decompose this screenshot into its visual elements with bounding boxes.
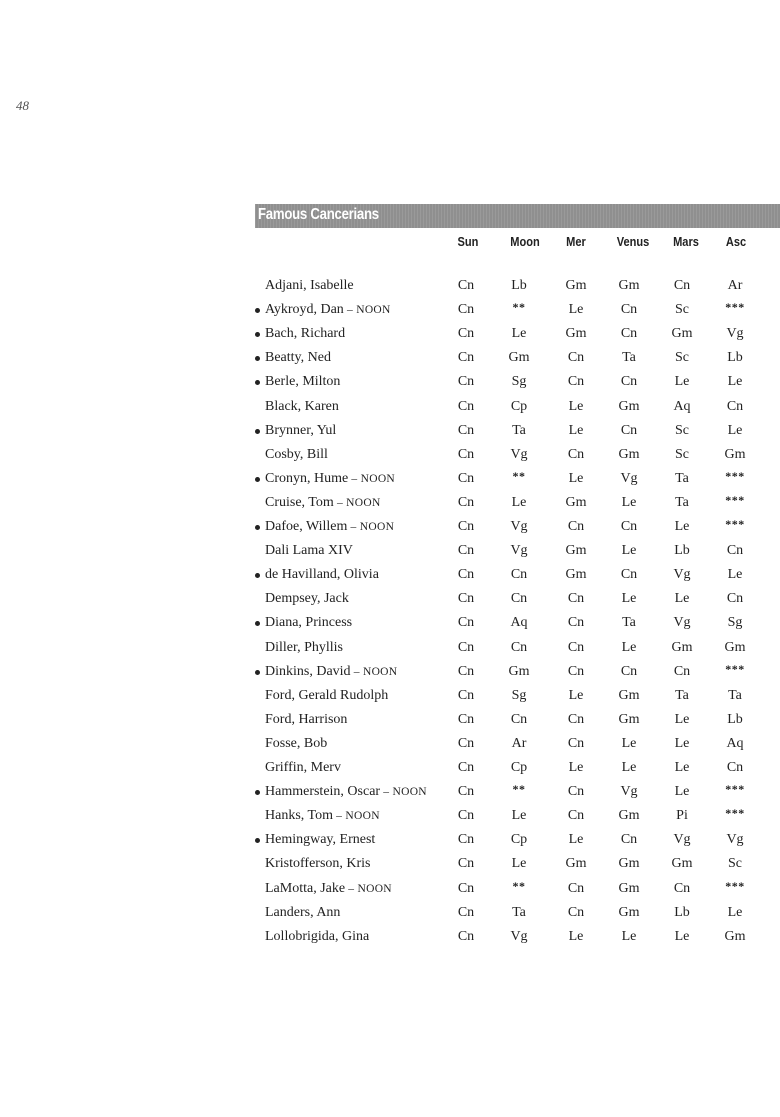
cell-moon: ** [512, 782, 526, 797]
table-row [0, 734, 780, 756]
cell-venus: Le [621, 494, 637, 510]
table-title: Famous Cancerians [258, 206, 379, 223]
cell-mer: Gm [565, 543, 587, 559]
cell-moon: Le [511, 494, 527, 510]
cell-mars: Gm [671, 326, 693, 342]
column-header-mars: Mars [673, 234, 699, 249]
table-row [0, 662, 780, 684]
row-name [265, 881, 392, 897]
cell-moon: Le [511, 326, 527, 342]
table-row [0, 589, 780, 611]
cell-sun: Cn [457, 302, 475, 318]
cell-venus: Le [621, 735, 637, 751]
cell-sun: Cn [457, 904, 475, 920]
cell-asc: Cn [726, 591, 744, 607]
row-name [265, 615, 352, 631]
cell-moon: Lb [511, 278, 527, 293]
cell-asc: Cn [726, 543, 744, 559]
cell-venus: Le [621, 760, 637, 775]
row-name [265, 567, 379, 583]
cell-sun: Cn [457, 639, 475, 655]
cell-moon: Sg [511, 687, 527, 703]
cell-venus: Ta [622, 350, 636, 366]
cell-venus: Cn [620, 422, 638, 438]
bullet-icon [255, 838, 260, 843]
bullet-icon [255, 670, 260, 675]
cell-mer: Cn [567, 880, 585, 896]
noon-note: – NOON [350, 665, 398, 678]
column-header-moon: Moon [510, 234, 540, 249]
cell-mer: Cn [567, 374, 585, 390]
column-header-mer: Mer [566, 234, 586, 249]
cell-sun: Cn [457, 735, 475, 751]
cell-mars: Vg [673, 567, 691, 583]
cell-sun: Cn [457, 446, 475, 462]
row-name [265, 591, 349, 607]
cell-moon: Sg [511, 374, 527, 390]
cell-sun: Cn [457, 808, 475, 824]
cell-moon: Cn [510, 567, 528, 583]
table-row [0, 517, 780, 539]
cell-sun: Cn [457, 422, 475, 438]
cell-asc: Gm [724, 928, 746, 944]
noon-note: – NOON [343, 304, 391, 317]
row-name [265, 423, 336, 439]
cell-asc: Vg [726, 832, 744, 848]
cell-mer: Le [568, 687, 584, 703]
cell-mer: Le [568, 832, 584, 848]
person-name: Cruise, Tom [265, 494, 334, 510]
cell-venus: Le [621, 591, 637, 607]
cell-venus: Gm [618, 278, 640, 293]
table-row [0, 348, 780, 370]
table-row [0, 276, 780, 298]
person-name: Black, Karen [265, 398, 339, 414]
cell-mer: Le [568, 422, 584, 438]
cell-sun: Cn [457, 880, 475, 896]
cell-mer: Cn [567, 350, 585, 366]
table-row [0, 445, 780, 467]
table-row [0, 927, 780, 949]
row-name [265, 519, 394, 535]
table-row [0, 830, 780, 852]
cell-sun: Cn [457, 567, 475, 583]
bullet-icon [255, 790, 260, 795]
cell-moon: Vg [510, 446, 528, 462]
cell-sun: Cn [457, 760, 475, 775]
bullet-icon [255, 525, 260, 530]
cell-venus: Cn [620, 663, 638, 679]
row-name [265, 712, 347, 728]
cell-asc: Gm [724, 446, 746, 462]
table-row [0, 879, 780, 901]
row-name [265, 447, 328, 463]
row-name [265, 664, 397, 680]
person-name: Aykroyd, Dan [265, 302, 344, 318]
cell-asc: Sg [727, 615, 743, 631]
cell-asc: Cn [726, 760, 744, 775]
column-header-row [0, 234, 780, 254]
cell-mars: Le [674, 760, 690, 775]
cell-moon: Gm [508, 350, 530, 366]
cell-moon: Vg [510, 519, 528, 534]
person-name: Adjani, Isabelle [265, 278, 354, 293]
cell-venus: Ta [622, 615, 636, 631]
cell-moon: Cp [510, 398, 528, 414]
table-row [0, 300, 780, 322]
cell-asc: Lb [727, 711, 743, 727]
cell-moon: Vg [510, 928, 528, 944]
cell-mars: Sc [675, 350, 689, 366]
cell-sun: Cn [457, 832, 475, 848]
row-name [265, 543, 353, 559]
cell-asc: *** [725, 300, 745, 315]
cell-moon: Cp [510, 760, 528, 775]
table-row [0, 613, 780, 635]
person-name: Hanks, Tom [265, 808, 333, 824]
cell-sun: Cn [457, 470, 475, 486]
cell-moon: Ar [511, 735, 527, 751]
cell-sun: Cn [457, 278, 475, 293]
row-name [265, 760, 341, 776]
bullet-icon [255, 429, 260, 434]
table-row [0, 493, 780, 515]
cell-sun: Cn [457, 591, 475, 607]
table-row [0, 324, 780, 346]
cell-venus: Gm [618, 446, 640, 462]
cell-venus: Le [621, 543, 637, 559]
row-name [265, 302, 391, 318]
cell-asc: Ta [728, 687, 742, 703]
noon-note: – NOON [332, 810, 380, 823]
person-name: Diller, Phyllis [265, 639, 343, 655]
noon-note: – NOON [348, 472, 396, 485]
row-name [265, 905, 340, 921]
cell-moon: Le [511, 808, 527, 824]
cell-asc: Le [727, 374, 743, 390]
column-header-asc: Asc [725, 234, 747, 249]
noon-note: – NOON [347, 521, 395, 533]
noon-note: – NOON [380, 786, 427, 799]
table-title-bar [255, 204, 780, 228]
cell-asc: *** [725, 661, 745, 676]
cell-mars: Le [674, 519, 690, 534]
person-name: Fosse, Bob [265, 735, 328, 751]
row-name [265, 856, 371, 872]
cell-venus: Cn [620, 832, 638, 848]
cell-mars: Sc [675, 422, 689, 438]
table-row [0, 903, 780, 925]
cell-mer: Le [568, 760, 584, 775]
cell-sun: Cn [457, 711, 475, 727]
person-name: Brynner, Yul [265, 422, 337, 438]
bullet-icon [255, 332, 260, 337]
person-name: de Havilland, Olivia [265, 567, 379, 583]
table-row [0, 710, 780, 732]
table-row [0, 854, 780, 876]
person-name: Dempsey, Jack [265, 591, 349, 607]
cell-mars: Cn [673, 663, 691, 679]
person-name: Hammerstein, Oscar [265, 784, 381, 800]
person-name: Cosby, Bill [265, 446, 328, 462]
cell-venus: Gm [618, 856, 640, 872]
row-name [265, 640, 343, 656]
cell-sun: Cn [457, 615, 475, 631]
cell-venus: Cn [620, 302, 638, 318]
cell-mer: Gm [565, 856, 587, 872]
cell-mars: Ta [675, 494, 689, 510]
cell-venus: Gm [618, 398, 640, 414]
cell-moon: Aq [510, 615, 528, 631]
cell-sun: Cn [457, 398, 475, 414]
row-name [265, 471, 395, 487]
cell-asc: Gm [724, 639, 746, 655]
cell-mer: Cn [567, 735, 585, 751]
cell-mer: Cn [567, 808, 585, 824]
cell-sun: Cn [457, 494, 475, 510]
cell-sun: Cn [457, 687, 475, 703]
table-row [0, 541, 780, 563]
person-name: Dali Lama XIV [265, 543, 353, 559]
cell-sun: Cn [457, 784, 475, 800]
table-row [0, 806, 780, 828]
cell-moon: Cn [510, 639, 528, 655]
cell-venus: Le [621, 928, 637, 944]
noon-note: – NOON [333, 496, 381, 509]
table-row [0, 421, 780, 443]
cell-moon: Cn [510, 591, 528, 607]
cell-sun: Cn [457, 374, 475, 390]
table-row [0, 782, 780, 804]
cell-moon: Ta [512, 422, 526, 438]
cell-venus: Cn [620, 567, 638, 583]
noon-note: – NOON [345, 882, 392, 895]
person-name: Landers, Ann [265, 904, 341, 920]
cell-mars: Cn [673, 880, 691, 896]
cell-moon: Cp [510, 832, 528, 848]
bullet-icon [255, 380, 260, 385]
row-name [265, 399, 339, 415]
cell-mer: Cn [567, 904, 585, 920]
cell-mars: Pi [676, 808, 688, 824]
person-name: LaMotta, Jake [265, 880, 346, 896]
cell-mars: Sc [675, 302, 689, 318]
person-name: Kristofferson, Kris [265, 856, 371, 872]
cell-asc: Sc [728, 856, 742, 872]
person-name: Cronyn, Hume [265, 470, 349, 486]
cell-venus: Gm [618, 711, 640, 727]
row-name [265, 278, 354, 294]
cell-mer: Gm [565, 278, 587, 293]
cell-moon: Le [511, 856, 527, 872]
person-name: Lollobrigida, Gina [265, 928, 370, 944]
bullet-icon [255, 308, 260, 313]
bullet-icon [255, 477, 260, 482]
cell-mars: Vg [673, 832, 691, 848]
cell-sun: Cn [457, 928, 475, 944]
person-name: Dinkins, David [265, 663, 351, 679]
table-row [0, 372, 780, 394]
table-row [0, 565, 780, 587]
cell-venus: Cn [620, 519, 638, 534]
cell-sun: Cn [457, 326, 475, 342]
cell-venus: Gm [618, 687, 640, 703]
cell-mer: Gm [565, 567, 587, 583]
cell-mer: Cn [567, 784, 585, 800]
cell-moon: Gm [508, 663, 530, 679]
cell-asc: Ar [727, 278, 743, 293]
cell-mars: Gm [671, 856, 693, 872]
bullet-icon [255, 621, 260, 626]
row-name [265, 495, 381, 511]
cell-moon: Ta [512, 904, 526, 920]
cell-mars: Le [674, 735, 690, 751]
person-name: Dafoe, Willem [265, 519, 348, 534]
cell-venus: Gm [618, 808, 640, 824]
person-name: Ford, Gerald Rudolph [265, 687, 389, 703]
cell-asc: Lb [727, 350, 743, 366]
cell-mer: Cn [567, 711, 585, 727]
cell-mer: Cn [567, 615, 585, 631]
cell-mars: Aq [673, 398, 691, 414]
row-name [265, 326, 345, 342]
cell-venus: Cn [620, 374, 638, 390]
cell-asc: *** [725, 782, 745, 797]
row-name [265, 350, 331, 366]
cell-mer: Cn [567, 446, 585, 462]
row-name [265, 736, 327, 752]
cell-mars: Lb [674, 543, 690, 559]
cell-mars: Le [674, 711, 690, 727]
column-header-sun: Sun [457, 234, 479, 249]
cell-asc: Aq [726, 735, 744, 751]
person-name: Beatty, Ned [265, 350, 331, 366]
cell-sun: Cn [457, 856, 475, 872]
cell-mars: Sc [675, 446, 689, 462]
cell-moon: ** [512, 300, 526, 315]
cell-venus: Cn [620, 326, 638, 342]
person-name: Diana, Princess [265, 615, 353, 631]
table-row [0, 638, 780, 660]
cell-asc: *** [725, 468, 745, 483]
cell-mars: Vg [673, 615, 691, 631]
cell-asc: Le [727, 422, 743, 438]
cell-mars: Lb [674, 904, 690, 920]
cell-mars: Le [674, 784, 690, 800]
cell-venus: Gm [618, 880, 640, 896]
cell-mars: Le [674, 928, 690, 944]
cell-mer: Gm [565, 494, 587, 510]
column-header-venus: Venus [616, 234, 650, 249]
cell-asc: *** [725, 806, 745, 821]
cell-venus: Vg [620, 470, 638, 486]
cell-mer: Cn [567, 519, 585, 534]
table-row [0, 397, 780, 419]
cell-asc: Le [727, 904, 743, 920]
bullet-icon [255, 356, 260, 361]
table-row [0, 686, 780, 708]
cell-venus: Vg [620, 784, 638, 800]
row-name [265, 688, 388, 704]
cell-mars: Cn [673, 278, 691, 293]
bullet-icon [255, 573, 260, 578]
cell-asc: Cn [726, 398, 744, 414]
table-row [0, 469, 780, 491]
person-name: Griffin, Merv [265, 760, 341, 775]
cell-mars: Ta [675, 470, 689, 486]
cell-asc: *** [725, 878, 745, 893]
cell-mer: Gm [565, 326, 587, 342]
cell-asc: *** [725, 517, 745, 531]
person-name: Ford, Harrison [265, 711, 348, 727]
row-name [265, 808, 380, 824]
person-name: Bach, Richard [265, 326, 346, 342]
cell-mer: Le [568, 398, 584, 414]
cell-mars: Le [674, 591, 690, 607]
table-row [0, 758, 780, 780]
cell-mars: Ta [675, 687, 689, 703]
row-name [265, 784, 427, 800]
cell-moon: ** [512, 468, 526, 483]
cell-mer: Le [568, 470, 584, 486]
cell-sun: Cn [457, 663, 475, 679]
page-number: 48 [16, 98, 29, 113]
cell-mer: Le [568, 302, 584, 318]
cell-moon: Vg [510, 543, 528, 559]
cell-mer: Le [568, 928, 584, 944]
person-name: Berle, Milton [265, 374, 341, 390]
cell-mars: Le [674, 374, 690, 390]
cell-asc: Le [727, 567, 743, 583]
row-name [265, 929, 369, 945]
cell-mer: Cn [567, 591, 585, 607]
cell-mars: Gm [671, 639, 693, 655]
cell-sun: Cn [457, 519, 475, 534]
cell-asc: Vg [726, 326, 744, 342]
cell-sun: Cn [457, 350, 475, 366]
cell-moon: ** [512, 878, 526, 893]
row-name [265, 832, 375, 848]
cell-asc: *** [725, 492, 745, 507]
person-name: Hemingway, Ernest [265, 832, 376, 848]
cell-venus: Le [621, 639, 637, 655]
cell-mer: Cn [567, 639, 585, 655]
cell-mer: Cn [567, 663, 585, 679]
cell-sun: Cn [457, 543, 475, 559]
cell-venus: Gm [618, 904, 640, 920]
row-name [265, 374, 340, 390]
cell-moon: Cn [510, 711, 528, 727]
